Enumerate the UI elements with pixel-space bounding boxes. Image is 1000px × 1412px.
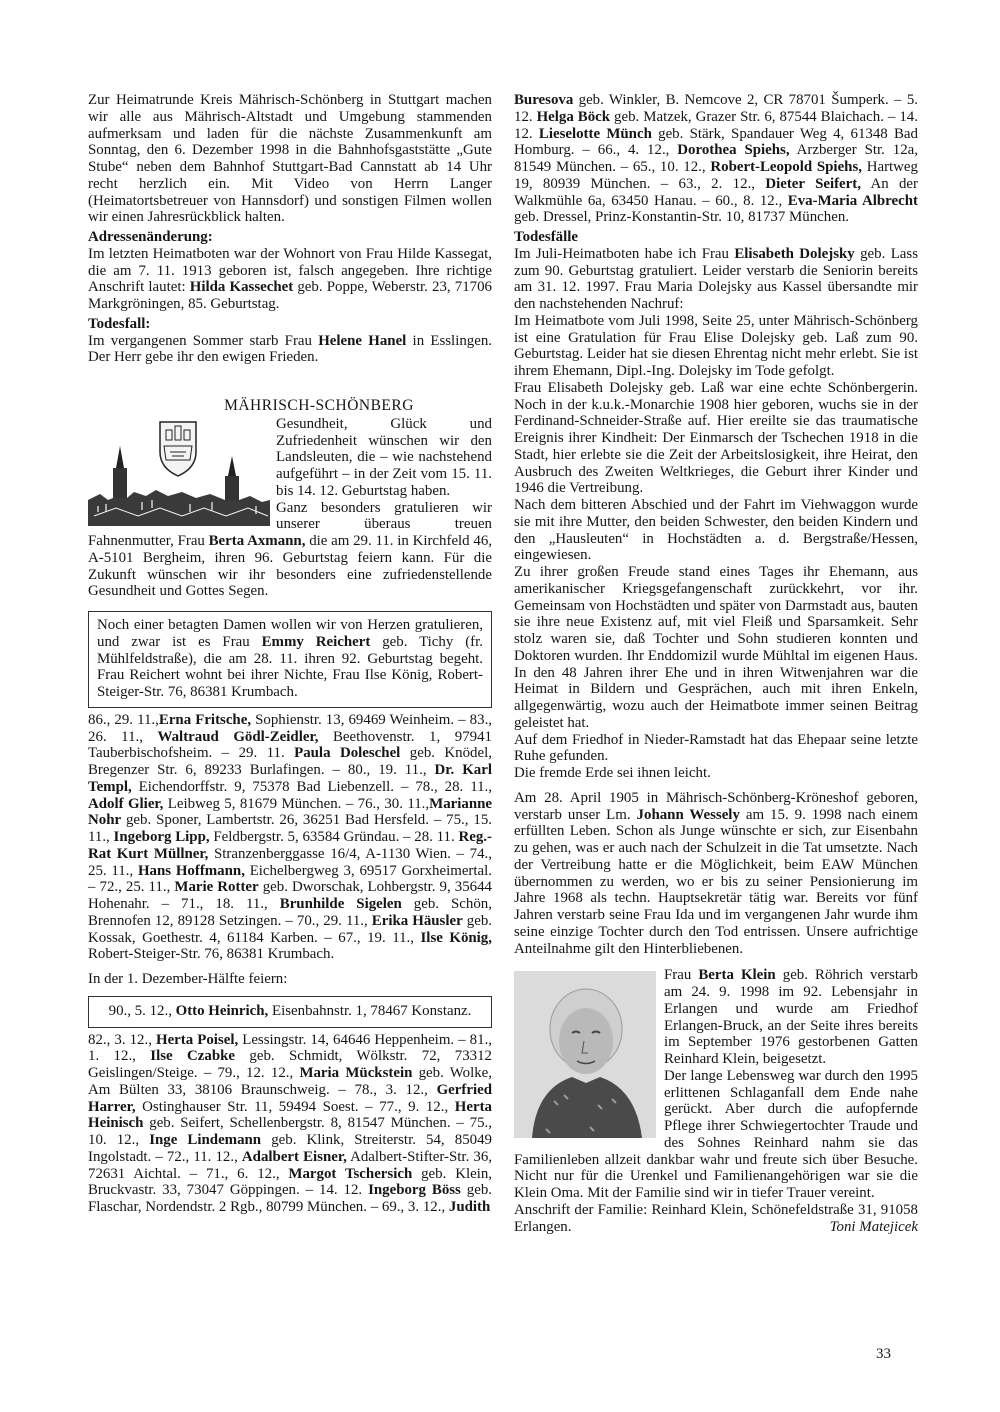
wessely-obituary: Am 28. April 1905 in Mährisch-Schönberg-Kröneshof geboren, verstarb unser Lm. Johann Wessely am 15. 9. 1998 nach einem erfüllten Leben. Schon als Junge wünschte er sich, zur Eisenbahn zu gehen, was er auch nach der Schulzeit in die Tat umsetzte. Nach der Vertreibung hatte er die Möglichkeit, beim EAW München übernommen zu werden, wo er bis zu seiner Pensionierung im Jahre 1968 als techn. Hauptsekretär tätig war. Bereits vor fünf Jahren verstarb seine Frau Ida und im vergangenen Jahr wurde ihm seine einzige Tochter durch den Tod entrissen. Unsere aufrichtige Anteilnahme gilt den Hinterbliebenen. bbox=[514, 789, 919, 957]
page-number: 33 bbox=[876, 1346, 891, 1362]
birthday-list-november bbox=[88, 712, 492, 963]
right-column bbox=[514, 92, 918, 1235]
intro-paragraph: Zur Heimatrunde Kreis Mährisch-Schönberg in Stuttgart machen wir alle aus Mährisch-Altstadt und Umgebung stammenden aufmerksam und laden für die nächste Zusammenkunft am Sonntag, den 6. Dezember 1998 in die Bahnhofsgaststätte „Gute Stube“ neben dem Bahnhof Stuttgart-Bad Cannstatt ab 14 Uhr recht herzlich ein. Mit Video von Herrn Langer (Heimatortsbetreuer von Hannsdorf) und sonstigen Filmen wollen wir einen Jahresrückblick halten. bbox=[88, 92, 492, 226]
list-item: 70., 29. 11., Erika Häusler geb. Kossak, Goethestr. 4, 61184 Karben. – bbox=[88, 912, 492, 946]
dolejsky-paragraph: Nach dem bitteren Abschied und der Fahrt im Viehwaggon wurde sie mit ihre Mutter, den beiden Schwester, den beiden Kindern und den „Hausleuten“ in Hochstädten a. d. Bergstraße/Hessen, eingewiesen. bbox=[514, 497, 918, 564]
dolejsky-paragraph: Im Heimatbote vom Juli 1998, Seite 25, unter Mährisch-Schönberg ist eine Gratulation für Frau Elise Dolejsky geb. Laß zum 90. Geburtstag. Leider hat sie diesen Ehrentag nicht mehr erlebt. Sie ist ihrem Ehemann, Dipl.-Ing. Dolejsky im Tode gefolgt. bbox=[514, 312, 918, 379]
list-item: 86., 29. 11.,Erna Fritsche, Sophienstr. 13, 69469 Weinheim. – bbox=[88, 711, 470, 728]
list-item: 75., 10. 12., Inge Lindemann geb. Klink, Streiterstr. 54, 85049 Ingolstadt. – bbox=[88, 1115, 492, 1165]
klein-obituary bbox=[514, 967, 918, 1235]
list-item: 71., 18. 11., Brunhilde Sigelen geb. Schön, Brennofen 12, 89128 Setzingen. – bbox=[88, 896, 492, 929]
address-heading: Adressenänderung: bbox=[88, 229, 213, 245]
list-item: 74., 25. 11., Hans Hoffmann, Eichelbergweg 3, 69517 Gorxheimertal. – bbox=[88, 845, 492, 896]
address-paragraph: Im letzten Heimatboten war der Wohnort von Frau Hilde Kassegat, die am 7. 11. 1913 geboren ist, falsch angegeben. Ihre richtige Anschrift lautet: Hilda Kassechet geb. Poppe, Weberstr. 23, 71706 Markgröningen, 85. Geburtstag. bbox=[88, 245, 492, 312]
list-item: 76., 30. 11.,Marianne Nohr geb. Sponer, Lambertstr. 26, 36251 Bad Hersfeld. – bbox=[88, 795, 493, 829]
town-emblem-icon bbox=[86, 416, 272, 528]
list-item: 66., 4. 12., Dorothea Spiehs, Arzberger Str. 12a, 81549 München. – bbox=[514, 142, 918, 175]
dolejsky-paragraph: Die fremde Erde sei ihnen leicht. bbox=[514, 765, 711, 781]
list-item: 63., 2. 12., Dieter Seifert, An der Walkmühle 6a, 63450 Hanau. – bbox=[514, 175, 918, 209]
list-item: 5. 12. Helga Böck geb. Matzek, Grazer Str. 6, 87544 Blaichach. – bbox=[514, 92, 918, 125]
dolejsky-paragraph: Auf dem Friedhof in Nieder-Ramstadt hat das Ehepaar seine letzte Ruhe gefunden. bbox=[514, 731, 918, 765]
klein-address: Anschrift der Familie: Reinhard Klein, Schönefeldstraße 31, 91058 Erlangen. Toni Matejicek bbox=[514, 1201, 918, 1235]
greeting-paragraph: Gesundheit, Glück und Zufriedenheit wünschen wir den Landsleuten, die – wie nachstehend aufgeführt – in der Zeit vom 15. 11. bis 14. 12. Geburtstag haben. bbox=[276, 415, 492, 499]
list-item: 28. 11. Reg.-Rat Kurt Müllner, Stranzenberggasse 16/4, A-1130 Wien. – bbox=[88, 829, 492, 862]
list-item: 82., 3. 12., Herta Poisel, Lessingstr. 14, 64646 Heppenheim. – bbox=[88, 1031, 470, 1048]
dolejsky-paragraph: Frau Elisabeth Dolejsky geb. Laß war eine echte Schönbergerin. Noch in der k.u.k.-Monarchie 1908 hier geboren, wuchs sie in der Ferdinand-Schneider-Straße auf. Hier ereilte sie das traumatische Ereignis ihrer Kindheit: Der Einmarsch der Tschechen 1918 in die Stadt, hier erlebte sie die Zeit der Arbeitslosigkeit, ihre Heirat, den Ausbruch des Zweiten Weltkrieges, die Geburt ihrer Kinder und 1946 die Vertreibung. bbox=[514, 379, 918, 497]
death-paragraph: Im vergangenen Sommer starb Frau Helene Hanel in Esslingen. Der Herr gebe ihr den ewigen Frieden. bbox=[88, 332, 493, 366]
list-item: 72., 25. 11., Marie Rotter geb. Dworschak, Lohbergstr. 9, 35644 Hohenahr. – bbox=[88, 879, 493, 912]
list-item: 77., 9. 12., Herta Heinisch geb. Seifert, Schellenbergstr. 8, 81547 München. – bbox=[88, 1098, 492, 1132]
section-title: MÄHRISCH-SCHÖNBERG bbox=[224, 397, 414, 414]
list-item: 80., 19. 11., Dr. Karl Templ, Eichendorffstr. 9, 75378 Bad Liebenzell. – bbox=[88, 762, 493, 795]
list-item: 78., 28. 11., Adolf Glier, Leibweg 5, 81679 München. – bbox=[88, 778, 492, 812]
birthday-list-continued bbox=[514, 92, 918, 226]
special-greeting: Ganz besonders gratulieren wir unserer überaus treuen Fahnenmutter, Frau Berta Axmann, die am 29. 11. in Kirchfeld 46, A-5101 Bergheim, ihren 96. Geburtstag feiern kann. Für die Zukunft wünschen wir ihr besonders eine zufriedenstellende Gesundheit und Gottes Segen. bbox=[88, 499, 492, 600]
list-item: Buresova geb. Winkler, B. Nemcove 2, CR 78701 Šumperk. – bbox=[514, 92, 907, 108]
death-heading: Todesfall: bbox=[88, 315, 151, 332]
list-item: 67., 19. 11., Ilse König, Robert-Steiger-Str. 76, 86381 Krumbach. bbox=[88, 929, 492, 963]
dolejsky-intro: Im Juli-Heimatboten habe ich Frau Elisabeth Dolejsky geb. Lass zum 90. Geburtstag gratuliert. Leider verstarb die Seniorin bereits am 31. 12. 1997. Frau Maria Dolejsky aus Kassel übersandte mir den nachstehenden Nachruf: bbox=[514, 245, 918, 312]
list-item: 72., 11. 12., Adalbert Eisner, Adalbert-Stifter-Str. 36, 72631 Aichtal. – bbox=[88, 1148, 492, 1182]
list-item: 14. 12. Lieselotte Münch geb. Stärk, Spandauer Weg 4, 61348 Bad Homburg. – bbox=[514, 108, 918, 159]
december-heading: In der 1. Dezember-Hälfte feiern: bbox=[88, 971, 288, 987]
list-item: 29. 11. Paula Doleschel geb. Knödel, Bregenzer Str. 6, 89233 Burlafingen. – bbox=[88, 745, 492, 778]
list-item: 79., 12. 12., Maria Mückstein geb. Wolke, Am Bülten 33, 38106 Braunschweig. – bbox=[88, 1065, 492, 1098]
klein-paragraph: Der lange Lebensweg war durch den 1995 erlittenen Schlaganfall dem Ende nahe gerückt. Aber durch die aufopfernde Pflege ihrer Schwiegertochter Traude und des Sohnes Reinhard nahm sie das Familienleben allzeit dankbar wahr und freute sich über Besuche. Nicht nur für die Urenkel und Familienangehörigen war sie die Klein Oma. Mit der Familie sind wir in tiefer Trauer vereint. bbox=[514, 1067, 918, 1201]
deaths-heading: Todesfälle bbox=[514, 229, 578, 245]
list-item: 69., 3. 12., Judith bbox=[381, 1199, 491, 1215]
birthday-section bbox=[88, 416, 492, 600]
highlight-box-reichert: Noch einer betagten Damen wollen wir von Herzen gratulieren, und zwar ist es Frau Emmy Reichert geb. Tichy (fr. Mühlfeldstraße), die am 28. 11. ihren 92. Geburtstag begeht. Frau Reichert wohnt bei ihrer Nichte, Frau Ilse König, Robert-Steiger-Str. 76, 86381 Krumbach. bbox=[88, 611, 492, 708]
portrait-photo bbox=[514, 971, 656, 1138]
author-signature: Toni Matejicek bbox=[829, 1218, 918, 1235]
list-item: 83., 26. 11., Waltraud Gödl-Zeidler, Beethovenstr. 1, 97941 Tauberbischofsheim. – bbox=[88, 711, 493, 762]
list-item: 81., 1. 12., Ilse Czabke geb. Schmidt, Wölkstr. 72, 73312 Geislingen/Steige. – bbox=[88, 1031, 493, 1081]
list-item: 71., 6. 12., Margot Tschersich geb. Klein, Bruckvastr. 33, 73047 Göppingen. – bbox=[88, 1165, 492, 1199]
list-item: 78., 3. 12., Gerfried Harrer, Ostinghauser Str. 11, 59494 Soest. – bbox=[88, 1081, 492, 1115]
highlight-box-heinrich: 90., 5. 12., Otto Heinrich, Eisenbahnstr. 1, 78467 Konstanz. bbox=[88, 996, 492, 1028]
klein-paragraph: Frau Berta Klein geb. Röhrich verstarb am 24. 9. 1998 im 92. Lebensjahr in Erlangen und wurde am Friedhof Erlangen-Bruck, an der Seite ihres bereits im September 1976 gestorbenen Gatten Reinhard Klein, beigesetzt. bbox=[664, 967, 918, 1067]
list-item: 65., 10. 12., Robert-Leopold Spiehs, Hartweg 19, 80939 München. – bbox=[514, 159, 918, 192]
dolejsky-paragraph: Zu ihrer großen Freude stand eines Tages ihr Ehemann, aus amerikanischer Kriegsgefangenschaft zurückkehrt, vor ihr. Gemeinsam von Hochstädten und später von Darmstadt aus, bauten sie ihre neue Existenz auf, mit viel Fleiß und Sparsamkeit. Sehr stolz waren sie, daß Tochter und Sohn studieren konnten und Doktoren wurden. Ihr Enddomizil wurde Mühltal im eigenen Haus. In den 48 Jahren ihrer Ehe und in ihren Witwenjahren war die Heimat in Bildern und Gesprächen, auch mit ihren Enkeln, allgegenwärtig, wozu auch der Heimatbote immer seinen Beitrag geleistet hat. bbox=[514, 564, 918, 731]
birthday-list-december bbox=[88, 1032, 492, 1216]
list-item: 75., 15. 11., Ingeborg Lipp, Feldbergstr. 5, 63584 Gründau. – bbox=[88, 812, 492, 845]
left-column bbox=[88, 92, 492, 1216]
list-item: 14. 12. Ingeborg Böss geb. Flaschar, Nordendstr. 2 Rgb., 80799 München. – bbox=[88, 1182, 492, 1215]
list-item: 60., 8. 12., Eva-Maria Albrecht geb. Dressel, Prinz-Konstantin-Str. 10, 81737 München. bbox=[514, 192, 918, 226]
